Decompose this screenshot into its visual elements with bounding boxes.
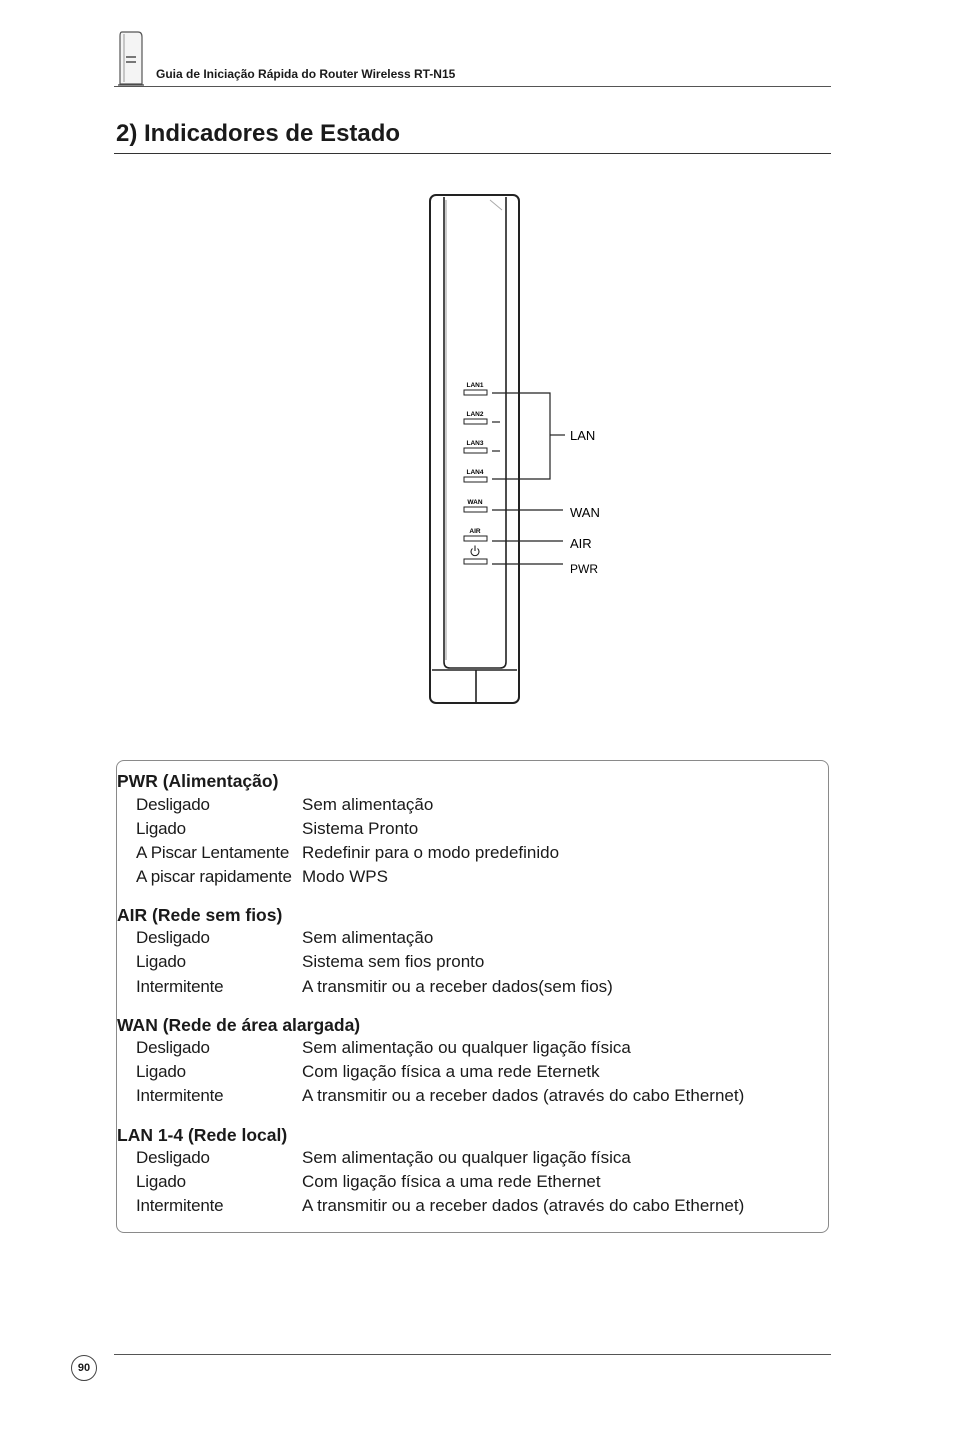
page-number: 90 bbox=[71, 1355, 97, 1381]
status-state: Intermitente bbox=[136, 977, 224, 996]
section-divider bbox=[114, 153, 831, 154]
group-title-lan: LAN 1-4 (Rede local) bbox=[117, 1125, 288, 1145]
status-state: Desligado bbox=[136, 1038, 210, 1057]
footer-divider bbox=[114, 1354, 831, 1355]
group-title-wan: WAN (Rede de área alargada) bbox=[117, 1015, 361, 1035]
led-lan4 bbox=[464, 477, 487, 482]
status-description: A transmitir ou a receber dados (através do cabo Ethernet) bbox=[302, 1086, 745, 1105]
status-state: Intermitente bbox=[136, 1196, 224, 1215]
status-state: Ligado bbox=[136, 952, 186, 971]
group-title-air: AIR (Rede sem fios) bbox=[117, 905, 283, 925]
status-description: Sistema Pronto bbox=[302, 819, 419, 838]
status-description: Com ligação física a uma rede Ethernet bbox=[302, 1172, 601, 1191]
led-air bbox=[464, 536, 487, 541]
group-title-pwr: PWR (Alimentação) bbox=[117, 771, 279, 791]
status-state: Desligado bbox=[136, 1148, 210, 1167]
callout-pwr: PWR bbox=[570, 562, 598, 576]
led-wan bbox=[464, 507, 487, 512]
status-state: Ligado bbox=[136, 1172, 186, 1191]
section-title: 2) Indicadores de Estado bbox=[116, 120, 401, 147]
status-description: Sem alimentação ou qualquer ligação física bbox=[302, 1038, 631, 1057]
status-state: Desligado bbox=[136, 795, 210, 814]
status-description: Com ligação física a uma rede Eternetk bbox=[302, 1062, 600, 1081]
page-header bbox=[114, 28, 831, 88]
callout-lan: LAN bbox=[570, 428, 596, 443]
status-description: Sistema sem fios pronto bbox=[302, 952, 485, 971]
router-icon bbox=[116, 28, 146, 86]
status-state: Intermitente bbox=[136, 1086, 224, 1105]
status-state: A piscar rapidamente bbox=[136, 867, 292, 886]
status-description: Sem alimentação ou qualquer ligação física bbox=[302, 1148, 631, 1167]
status-indicator-box bbox=[116, 760, 829, 1233]
led-lan2 bbox=[464, 419, 487, 424]
header-divider bbox=[114, 86, 831, 87]
panel-label-lan2: LAN2 bbox=[466, 411, 484, 418]
callout-wan: WAN bbox=[570, 505, 600, 520]
callout-air: AIR bbox=[570, 536, 592, 551]
led-lan3 bbox=[464, 448, 487, 453]
status-description: Sem alimentação bbox=[302, 795, 434, 814]
header-title: Guia de Iniciação Rápida do Router Wireless RT-N15 bbox=[156, 67, 456, 81]
status-state: Desligado bbox=[136, 928, 210, 947]
status-state: Ligado bbox=[136, 819, 186, 838]
router-front-panel-diagram bbox=[420, 190, 620, 710]
panel-label-lan3: LAN3 bbox=[466, 440, 484, 447]
status-description: A transmitir ou a receber dados (através do cabo Ethernet) bbox=[302, 1196, 745, 1215]
status-description: Sem alimentação bbox=[302, 928, 434, 947]
panel-label-wan: WAN bbox=[467, 499, 483, 506]
status-description: Modo WPS bbox=[302, 867, 388, 886]
panel-label-lan4: LAN4 bbox=[466, 469, 484, 476]
led-pwr bbox=[464, 559, 487, 564]
status-state: A Piscar Lentamente bbox=[136, 843, 290, 862]
status-description: A transmitir ou a receber dados(sem fios) bbox=[302, 977, 613, 996]
panel-label-lan1: LAN1 bbox=[466, 382, 484, 389]
led-lan1 bbox=[464, 390, 487, 395]
status-state: Ligado bbox=[136, 1062, 186, 1081]
status-description: Redefinir para o modo predefinido bbox=[302, 843, 560, 862]
panel-label-air: AIR bbox=[469, 528, 481, 535]
